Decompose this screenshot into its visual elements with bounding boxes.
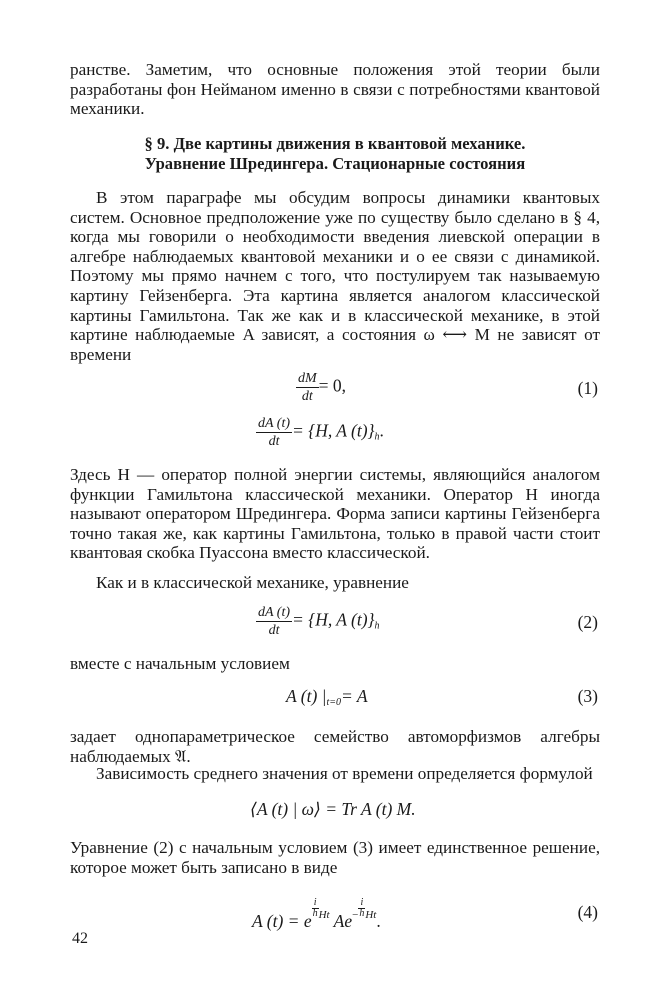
paragraph-4: вместе с начальным условием [70, 654, 290, 673]
equation-number-4: (4) [577, 902, 598, 922]
eq4-exp1-den: h [312, 908, 318, 919]
eq1b-numerator: dA (t) [258, 416, 291, 431]
section-title-line2: Уравнение Шредингера. Стационарные состояния [144, 154, 526, 173]
eq1-numerator: dM [298, 371, 317, 386]
eq1b-denominator: dt [268, 434, 280, 449]
eq2-denominator: dt [268, 623, 280, 638]
intro-paragraph: ранстве. Заметим, что основные положения этой теории были разработаны фон Нейманом именно в связи с потребностями квантовой механики. [70, 60, 600, 119]
paragraph-3: Как и в классической механике, уравнение [96, 573, 409, 592]
paragraph-6: Зависимость среднего значения от времени определяется формулой [96, 764, 593, 783]
eq4-lhs: A (t) = e [252, 911, 312, 931]
eq2-numerator: dA (t) [258, 605, 291, 620]
eq-mean-text: ⟨A (t) | ω⟩ = Tr A (t) M. [250, 799, 416, 819]
eq3-sub: t=0 [326, 697, 341, 708]
eq3-rhs: = A [340, 686, 368, 706]
eq4-end: . [376, 911, 381, 931]
eq2-rhs: = {H, A (t)} [292, 609, 375, 630]
eq2-sub: h [374, 620, 380, 632]
section-title-line1: § 9. Две картины движения в квантовой механике. [144, 134, 526, 153]
eq1b-rhs: = {H, A (t)} [292, 420, 375, 441]
page-content [70, 0, 600, 1000]
paragraph-7: Уравнение (2) с начальным условием (3) имеет единственное решение, которое может быть записано в виде [70, 838, 600, 877]
eq1-rhs: = 0, [318, 375, 347, 396]
equation-number-3: (3) [577, 686, 598, 706]
eq4-exp2-num: i [358, 898, 365, 909]
eq4-exp2-den: h [359, 908, 365, 919]
eq4-exp1-tail: Ht [318, 909, 330, 921]
equation-number-2: (2) [577, 612, 598, 632]
eq1b-end: . [379, 420, 384, 441]
eq4-exp2-tail: Ht [365, 909, 377, 921]
eq4-mid: Ae [333, 911, 353, 931]
eq1b-sub: h [374, 431, 380, 443]
eq4-exp1-num: i [312, 898, 319, 909]
eq1-denominator: dt [301, 389, 313, 404]
equation-number-1: (1) [577, 378, 598, 398]
paragraph-2: Здесь H — оператор полной энергии системы, являющийся аналогом функции Гамильтона классической механики. Оператор H иногда называют оператором Шредингера. Форма записи картины Гейзенберга точно такая же, как картины Гамильтона, только в правой части стоит квантовая скобка Пуассона вместо классической. [70, 465, 600, 563]
section-heading [70, 134, 600, 174]
paragraph-5: задает однопараметрическое семейство автоморфизмов алгебры наблюдаемых 𝔄. [70, 727, 600, 766]
paragraph-1: В этом параграфе мы обсудим вопросы динамики квантовых систем. Основное предположение уже по существу было сделано в § 4, когда мы говорили о необходимости введения лиевской операции в алгебре наблюдаемых квантовой механики и о ее связи с динамикой. Поэтому мы прямо начнем с того, что постулируем так называемую картину Гейзенберга. Эта картина является аналогом классической картины Гамильтона. Так же как и в классической механике, в этой картине наблюдаемые A зависят, а состояния ω ⟷ M не зависят от времени [70, 188, 600, 364]
page-number: 42 [72, 930, 88, 947]
eq3-lhs: A (t) | [286, 686, 327, 706]
eq4-exp2-minus: − [352, 909, 359, 921]
